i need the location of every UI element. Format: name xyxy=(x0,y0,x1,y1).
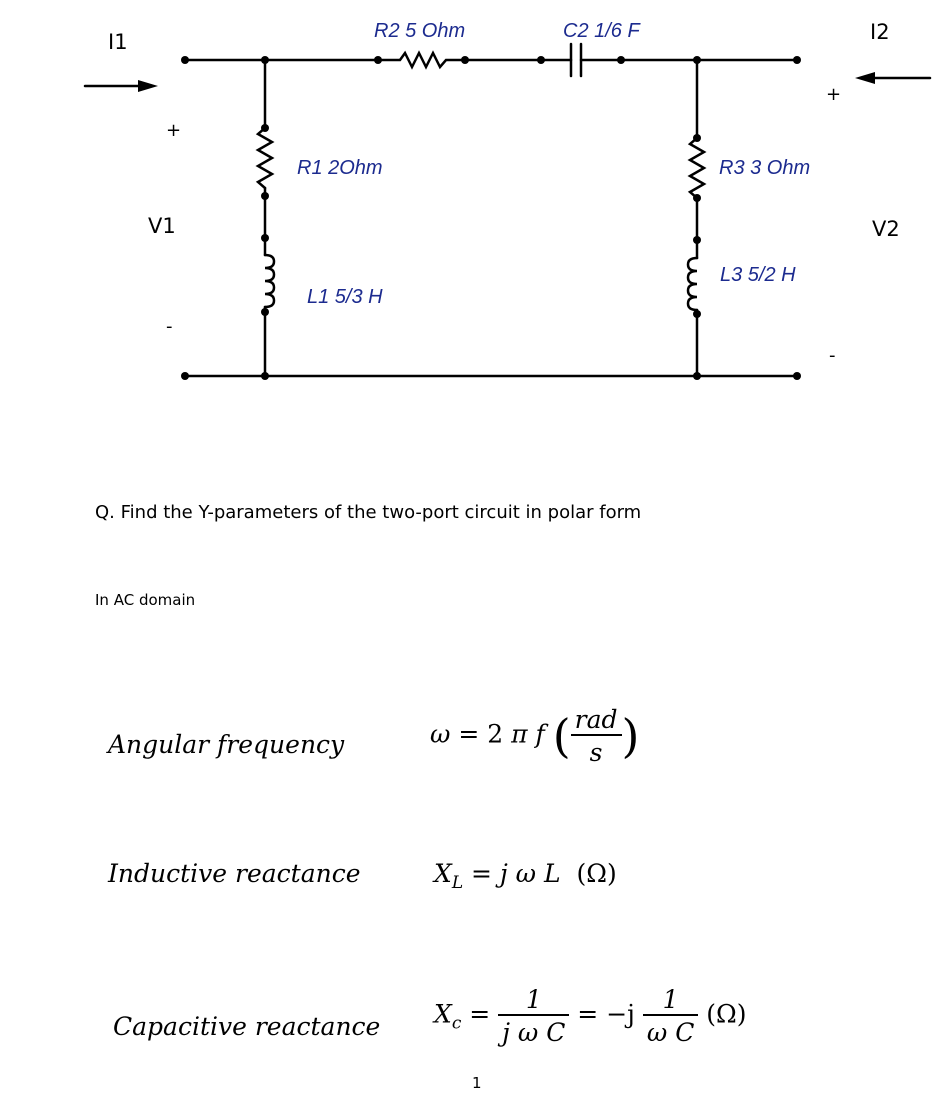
l1-label: L1 5/3 H xyxy=(307,286,383,308)
port-i1-label: I1 xyxy=(108,30,128,54)
node-dot xyxy=(693,134,701,142)
node-dot xyxy=(793,56,801,64)
fraction-numerator: 1 xyxy=(662,985,679,1014)
equals: = xyxy=(461,999,499,1029)
inductive-reactance-label: Inductive reactance xyxy=(108,859,361,888)
r2-resistor xyxy=(378,53,465,67)
capacitive-reactance-label: Capacitive reactance xyxy=(113,1012,381,1041)
c2-label: C2 1/6 F xyxy=(563,20,640,42)
unit-numerator: rad xyxy=(574,705,618,734)
l3-inductor xyxy=(688,258,697,310)
node-dot xyxy=(461,56,469,64)
l1-inductor xyxy=(265,255,274,307)
fraction-one-over-wc xyxy=(643,985,698,1047)
left-paren: ( xyxy=(552,709,571,763)
r1-label: R1 2Ohm xyxy=(297,157,383,179)
xc-subscript: c xyxy=(451,1013,462,1034)
node-dot xyxy=(261,234,269,242)
node-dot xyxy=(374,56,382,64)
node-dot xyxy=(261,192,269,200)
xl-rhs: j ω L xyxy=(499,859,561,888)
fraction-denominator: ω C xyxy=(643,1014,698,1047)
ohm-unit: (Ω) xyxy=(576,859,617,888)
node-dot xyxy=(181,372,189,380)
capacitive-reactance-formula xyxy=(434,985,747,1047)
v2-plus-sign: + xyxy=(826,84,842,105)
node-dot xyxy=(537,56,545,64)
equals-minus-j: = −j xyxy=(569,999,643,1029)
i2-arrow-head xyxy=(855,72,875,84)
v2-minus-sign: - xyxy=(829,345,836,366)
node-dot xyxy=(693,372,701,380)
xl-symbol: X xyxy=(434,859,452,888)
r3-label: R3 3 Ohm xyxy=(719,157,811,179)
equals-two: = 2 xyxy=(450,719,512,749)
unit-denominator: s xyxy=(571,734,622,767)
node-dot xyxy=(261,372,269,380)
omega-symbol: ω xyxy=(430,719,451,749)
node-dot xyxy=(693,310,701,318)
port-i2-label: I2 xyxy=(870,20,890,44)
fraction-denominator: j ω C xyxy=(498,1014,569,1047)
ohm-unit: (Ω) xyxy=(706,999,747,1029)
v1-minus-sign: - xyxy=(166,316,173,337)
angular-frequency-label: Angular frequency xyxy=(108,730,345,759)
node-dot xyxy=(181,56,189,64)
l3-label: L3 5/2 H xyxy=(720,264,796,286)
right-paren: ) xyxy=(621,709,640,763)
xl-subscript: L xyxy=(451,873,464,893)
i1-arrow-head xyxy=(138,80,158,92)
r2-label: R2 5 Ohm xyxy=(374,20,466,42)
fraction-numerator: 1 xyxy=(525,985,542,1014)
node-dot xyxy=(693,56,701,64)
page-number: 1 xyxy=(472,1074,482,1092)
node-dot xyxy=(261,308,269,316)
equals: = xyxy=(463,859,500,888)
fraction-one-over-jwc xyxy=(498,985,569,1047)
node-dot xyxy=(617,56,625,64)
node-dot xyxy=(261,56,269,64)
node-dot xyxy=(793,372,801,380)
angular-frequency-formula xyxy=(430,705,639,767)
node-dot xyxy=(693,236,701,244)
pi-symbol: π xyxy=(511,719,528,749)
port-v2-label: V2 xyxy=(872,217,900,241)
r1-resistor xyxy=(258,128,272,188)
inductive-reactance-formula xyxy=(434,859,617,893)
ac-domain-note: In AC domain xyxy=(95,591,196,609)
node-dot xyxy=(693,194,701,202)
xc-symbol: X xyxy=(434,999,452,1029)
circuit-diagram xyxy=(0,0,937,430)
question-text: Q. Find the Y-parameters of the two-port circuit in polar form xyxy=(95,502,642,523)
port-v1-label: V1 xyxy=(148,214,176,238)
node-dot xyxy=(261,124,269,132)
f-symbol: f xyxy=(527,719,553,749)
unit-fraction xyxy=(571,705,622,767)
r3-resistor xyxy=(690,138,704,198)
v1-plus-sign: + xyxy=(166,120,182,141)
